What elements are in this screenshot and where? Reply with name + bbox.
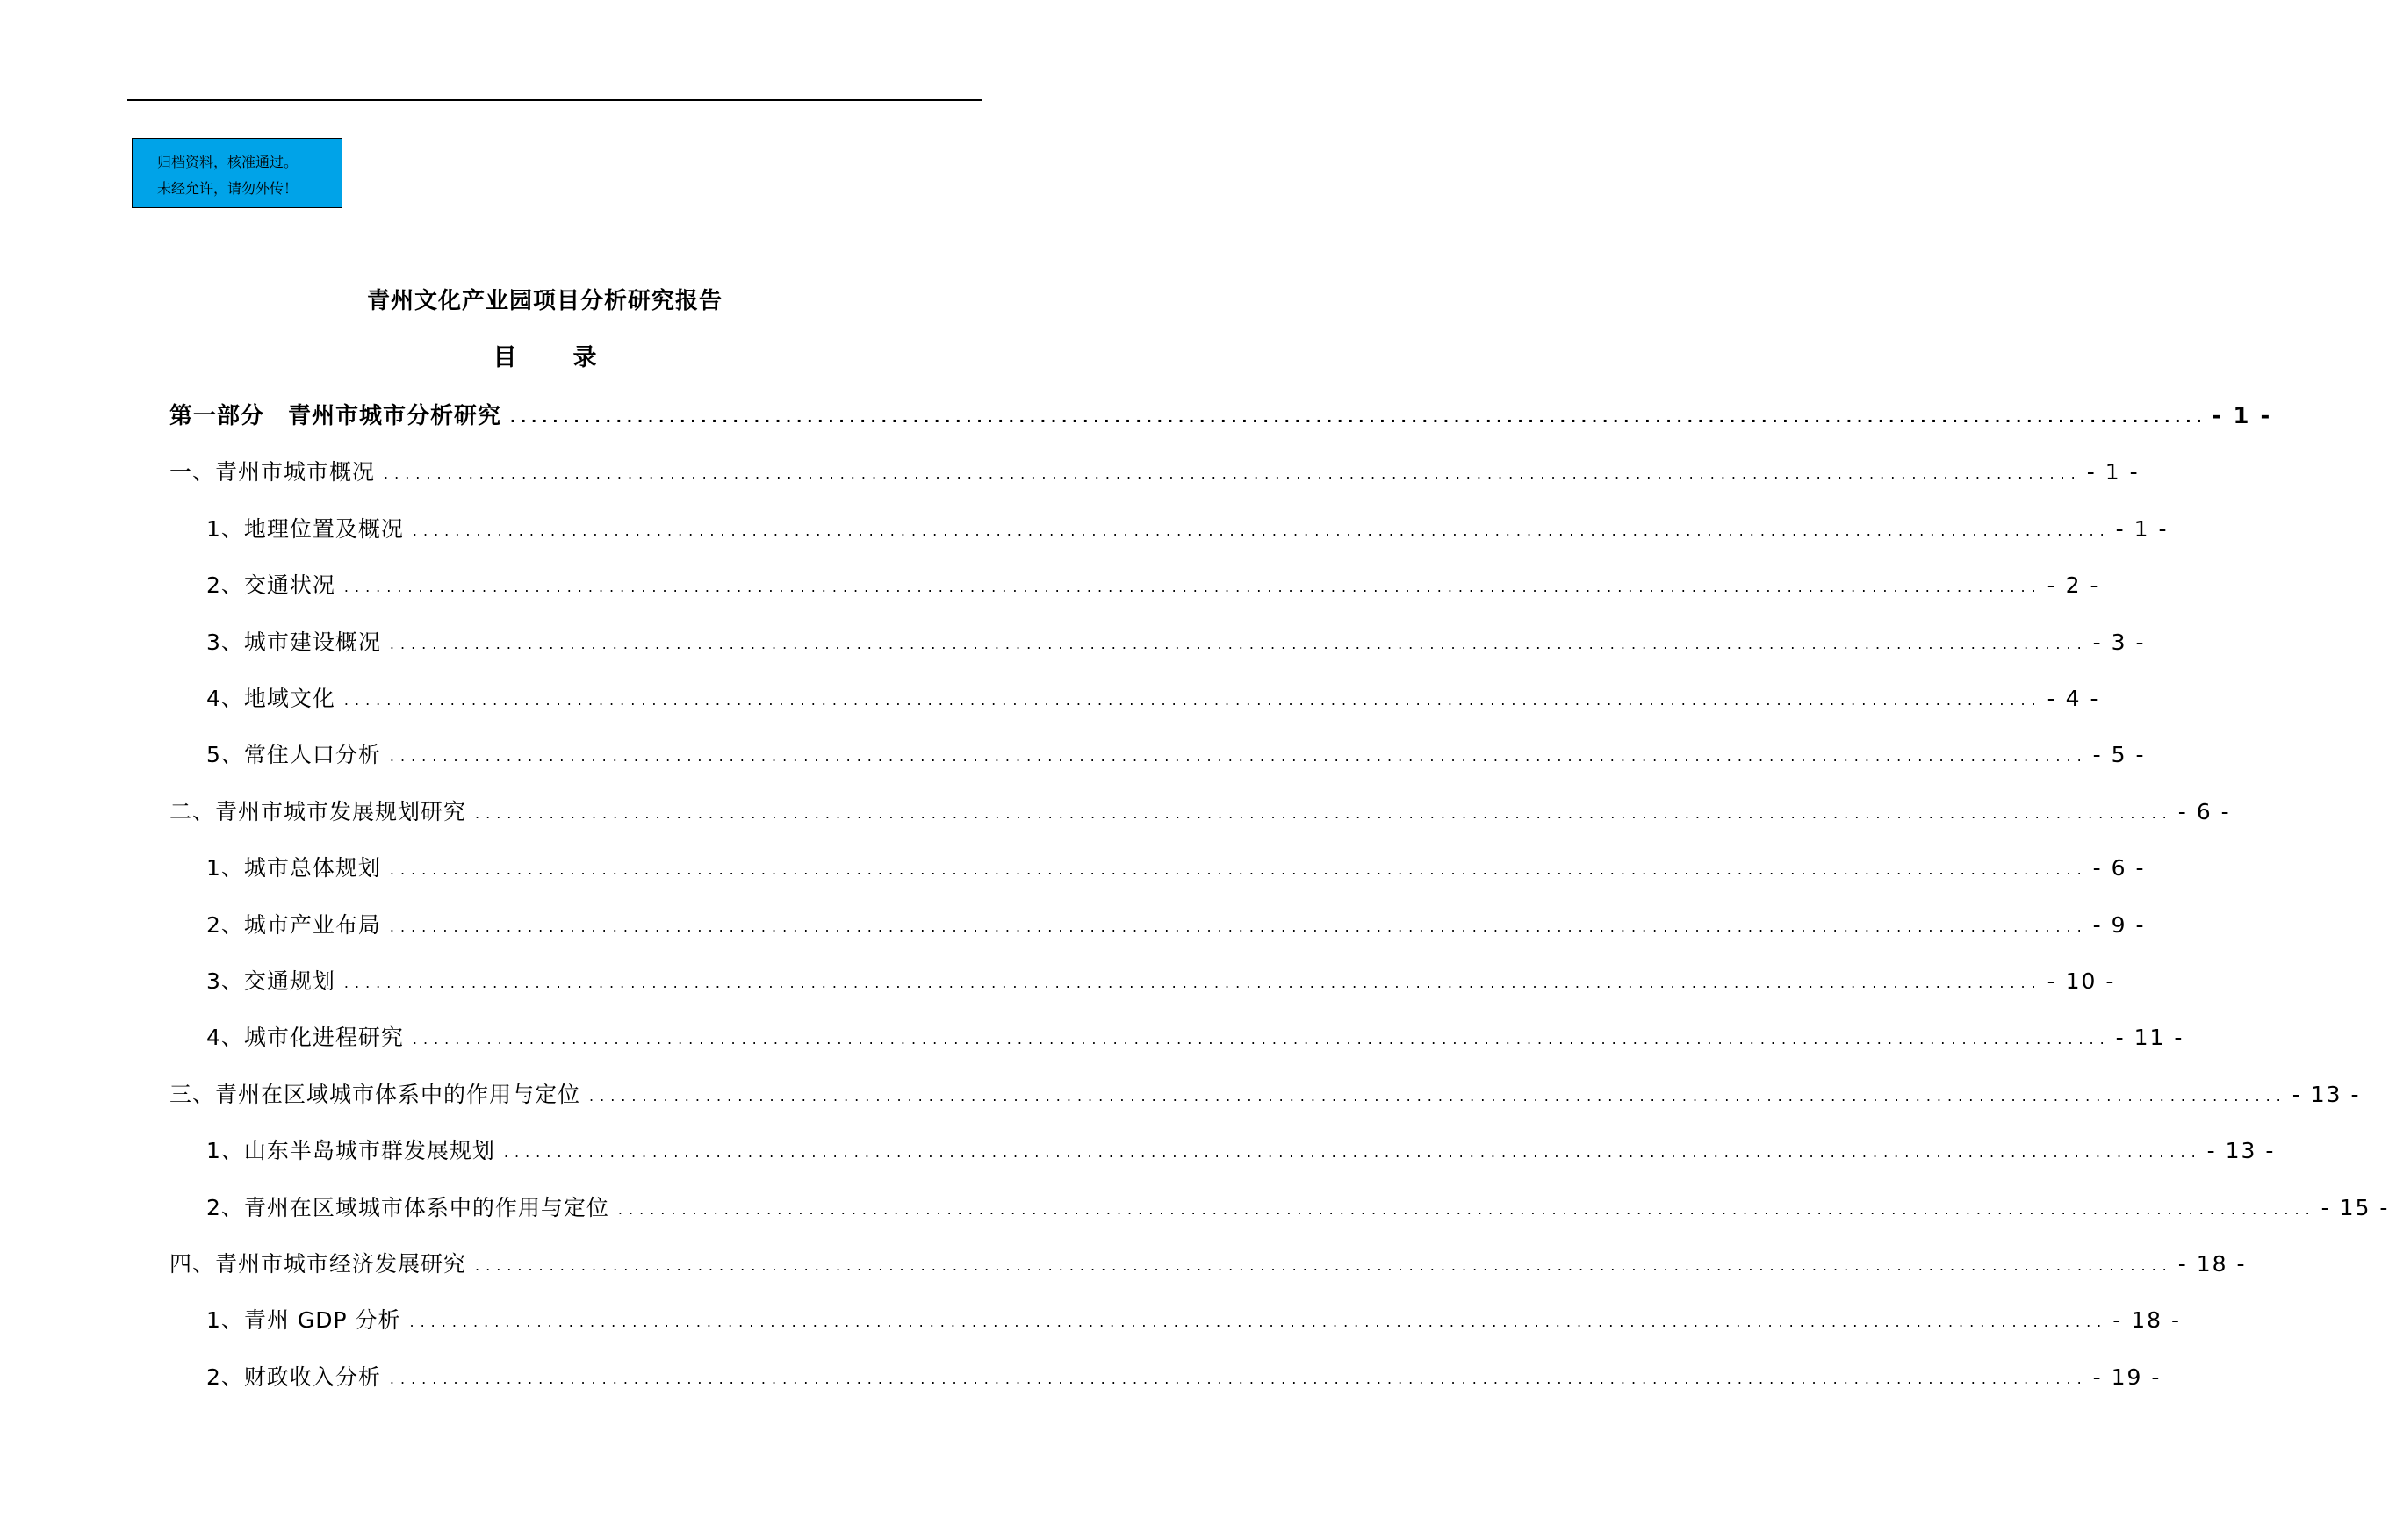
toc-entry-label: 2、青州在区域城市体系中的作用与定位	[206, 1195, 609, 1220]
toc-section-entry	[206, 906, 2146, 941]
toc-entry-page: - 4 -	[2047, 686, 2100, 711]
toc-entry-label: 4、地域文化	[206, 686, 335, 711]
toc-dot-leader: ................................................................................................................................................................	[343, 692, 2042, 709]
toc-dot-leader: ................................................................................................................................................................	[412, 1031, 2111, 1047]
toc-entry-page: - 13 -	[2206, 1138, 2276, 1163]
toc-entry-page: - 2 -	[2047, 572, 2100, 598]
toc-entry-label: 2、交通状况	[206, 572, 335, 598]
toc-entry-page: - 9 -	[2092, 912, 2146, 938]
toc-entry-label: 第一部分 青州市城市分析研究	[169, 403, 502, 429]
toc-section-entry	[206, 849, 2146, 884]
toc-entry-page: - 5 -	[2092, 742, 2146, 767]
toc-section-entry	[206, 1018, 2184, 1054]
toc-entry-label: 3、城市建设概况	[206, 630, 381, 655]
toc-section-entry	[206, 736, 2146, 771]
toc-entry-label: 1、城市总体规划	[206, 855, 381, 881]
toc-chapter-entry	[169, 793, 2231, 828]
toc-dot-leader: ................................................................................................................................................................	[589, 1088, 2287, 1105]
toc-dot-leader: ................................................................................................................................................................	[475, 805, 2173, 822]
toc-dot-leader: ................................................................................................................................................................	[343, 975, 2042, 991]
toc-section-entry	[206, 566, 2100, 601]
toc-entry-label: 1、青州 GDP 分析	[206, 1307, 401, 1333]
toc-entry-page: - 15 -	[2321, 1195, 2389, 1220]
toc-entry-label: 1、地理位置及概况	[206, 516, 404, 542]
toc-entry-page: - 10 -	[2047, 968, 2116, 994]
toc-entry-label: 3、交通规划	[206, 968, 335, 994]
toc-entry-label: 二、青州市城市发展规划研究	[169, 799, 467, 824]
toc-section-entry	[206, 1189, 2389, 1224]
toc-entry-label: 2、财政收入分析	[206, 1364, 381, 1390]
toc-chapter-entry	[169, 453, 2140, 488]
toc-entry-label: 2、城市产业布局	[206, 912, 381, 938]
toc-section-entry	[206, 1132, 2276, 1167]
toc-entry-page: - 6 -	[2092, 855, 2146, 881]
toc-chapter-entry	[169, 1245, 2247, 1280]
toc-dot-leader: ................................................................................................................................................................	[510, 409, 2207, 426]
toc-section-entry	[206, 680, 2100, 715]
toc-entry-label: 5、常住人口分析	[206, 742, 381, 767]
toc-dot-leader: ................................................................................................................................................................	[412, 522, 2111, 539]
toc-dot-leader: ................................................................................................................................................................	[384, 465, 2082, 482]
toc-entry-label: 三、青州在区域城市体系中的作用与定位	[169, 1082, 581, 1107]
toc-dot-leader: ................................................................................................................................................................	[617, 1201, 2316, 1218]
document-title: 青州文化产业园项目分析研究报告	[366, 288, 723, 314]
toc-entry-page: - 11 -	[2115, 1025, 2184, 1050]
toc-dot-leader: ................................................................................................................................................................	[389, 918, 2088, 935]
toc-dot-leader: ................................................................................................................................................................	[409, 1313, 2108, 1330]
stamp-line-2: 未经允许，请勿外传！	[157, 180, 299, 197]
toc-entry-page: - 18 -	[2177, 1251, 2247, 1277]
toc-dot-leader: ................................................................................................................................................................	[389, 861, 2088, 878]
toc-dot-leader: ................................................................................................................................................................	[343, 579, 2042, 595]
toc-heading-left: 目	[493, 344, 517, 371]
toc-entry-page: - 6 -	[2177, 799, 2231, 824]
toc-chapter-entry	[169, 1076, 2361, 1111]
toc-entry-page: - 19 -	[2092, 1364, 2162, 1390]
toc-entry-page: - 1 -	[2212, 403, 2272, 429]
toc-entry-page: - 1 -	[2115, 516, 2169, 542]
toc-dot-leader: ................................................................................................................................................................	[389, 1371, 2088, 1387]
toc-heading-right: 录	[572, 344, 597, 371]
toc-section-entry	[206, 962, 2116, 997]
toc-entry-label: 4、城市化进程研究	[206, 1025, 404, 1050]
toc-dot-leader: ................................................................................................................................................................	[389, 748, 2088, 765]
toc-entry-page: - 13 -	[2292, 1082, 2361, 1107]
toc-entry-page: - 1 -	[2086, 459, 2140, 485]
toc-part-entry	[169, 397, 2272, 432]
toc-entry-page: - 3 -	[2092, 630, 2146, 655]
toc-section-entry	[206, 623, 2146, 658]
toc-dot-leader: ................................................................................................................................................................	[389, 636, 2088, 652]
toc-entry-label: 四、青州市城市经济发展研究	[169, 1251, 467, 1277]
toc-entry-label: 一、青州市城市概况	[169, 459, 376, 485]
toc-entry-page: - 18 -	[2112, 1307, 2181, 1333]
toc-dot-leader: ................................................................................................................................................................	[475, 1257, 2173, 1274]
stamp-line-1: 归档资料，核准通过。	[157, 154, 299, 170]
toc-section-entry	[206, 1301, 2181, 1336]
toc-dot-leader: ................................................................................................................................................................	[503, 1144, 2202, 1161]
toc-section-entry	[206, 1358, 2162, 1393]
toc-section-entry	[206, 510, 2169, 545]
toc-entry-label: 1、山东半岛城市群发展规划	[206, 1138, 495, 1163]
